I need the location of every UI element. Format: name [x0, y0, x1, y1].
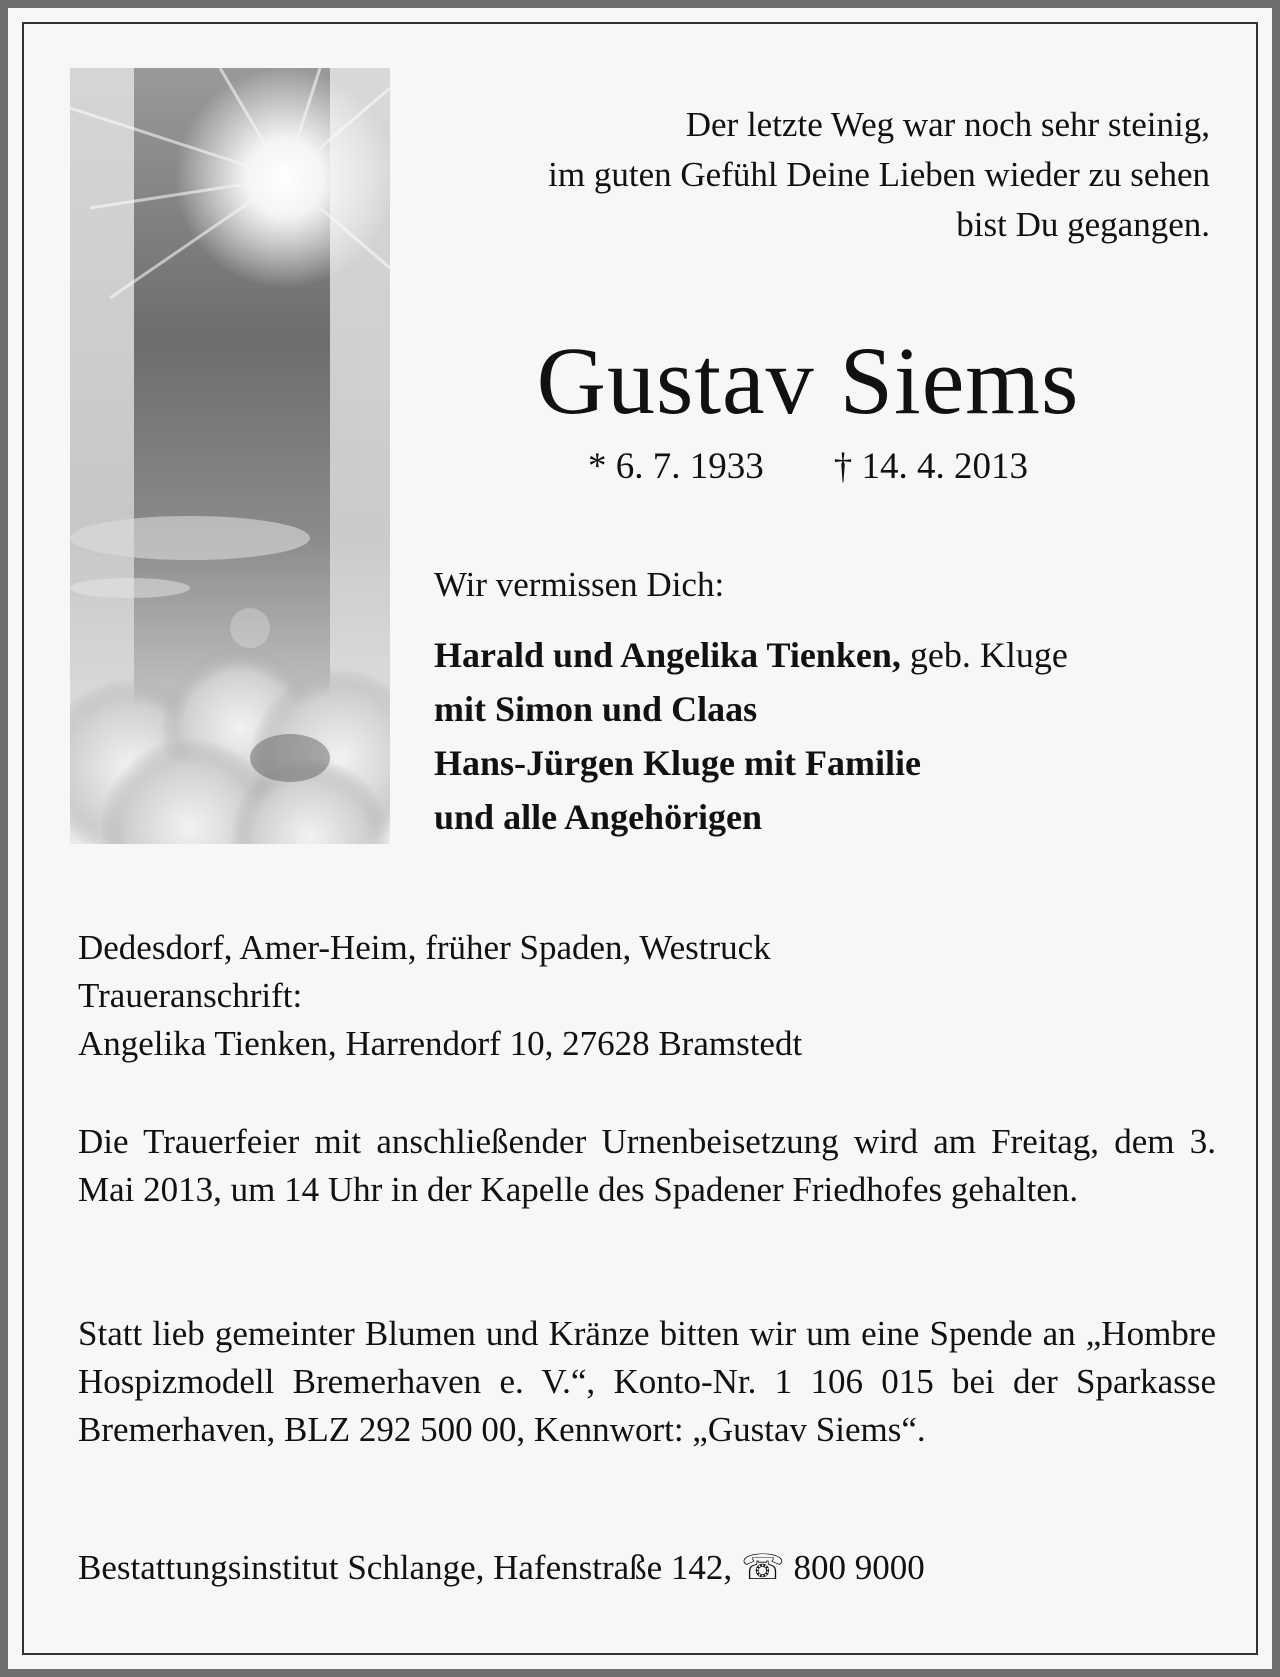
life-dates [390, 442, 1226, 492]
mourners-list [434, 628, 1234, 844]
quote-line: Der letzte Weg war noch sehr steinig, [685, 105, 1210, 144]
deceased-name: Gustav Siems [536, 327, 1080, 434]
mourners-intro: Wir vermissen Dich: [434, 565, 725, 604]
birth-date: * 6. 7. 1933 [588, 446, 764, 487]
mourner-name: Harald und Angelika Tienken, [434, 635, 901, 675]
quote-line: bist Du gegangen. [956, 205, 1210, 244]
undertaker-text: Bestattungsinstitut Schlange, Hafenstraße 142, [78, 1548, 733, 1587]
mourner-note: geb. Kluge [900, 635, 1068, 675]
sky-clouds-image [70, 68, 390, 844]
undertaker-line [78, 1544, 1216, 1592]
donation-paragraph: Statt lieb gemeinter Blumen und Kränze bitten wir um eine Spende an „Hombre Hospizmodell Bremerhaven e. V.“, Konto-Nr. 1 106 015 bei der Sparkasse Bremerhaven, BLZ 292 500 00, Kennwort: „Gustav Siems“. [78, 1314, 1216, 1449]
memorial-quote [350, 100, 1210, 250]
mourner-line: und alle Angehörigen [434, 797, 763, 837]
obituary-notice [8, 8, 1272, 1669]
phone-number: 800 9000 [793, 1548, 925, 1587]
mourner-line: mit Simon und Claas [434, 689, 758, 729]
address-label: Traueranschrift: [78, 976, 303, 1015]
address-block [78, 924, 1216, 1068]
address-value: Angelika Tienken, Harrendorf 10, 27628 Bramstedt [78, 1024, 803, 1063]
mourner-line: Hans-Jürgen Kluge mit Familie [434, 743, 921, 783]
ceremony-paragraph: Die Trauerfeier mit anschließender Urnenbeisetzung wird am Freitag, dem 3. Mai 2013, um 14 Uhr in der Kapelle des Spadener Friedhofes gehalten. [78, 1122, 1216, 1209]
places: Dedesdorf, Amer-Heim, früher Spaden, Westruck [78, 928, 771, 967]
telephone-icon: ☏ [740, 1548, 785, 1587]
quote-line: im guten Gefühl Deine Lieben wieder zu sehen [548, 155, 1210, 194]
mourner-line [434, 628, 1234, 682]
death-date: † 14. 4. 2013 [833, 446, 1028, 487]
